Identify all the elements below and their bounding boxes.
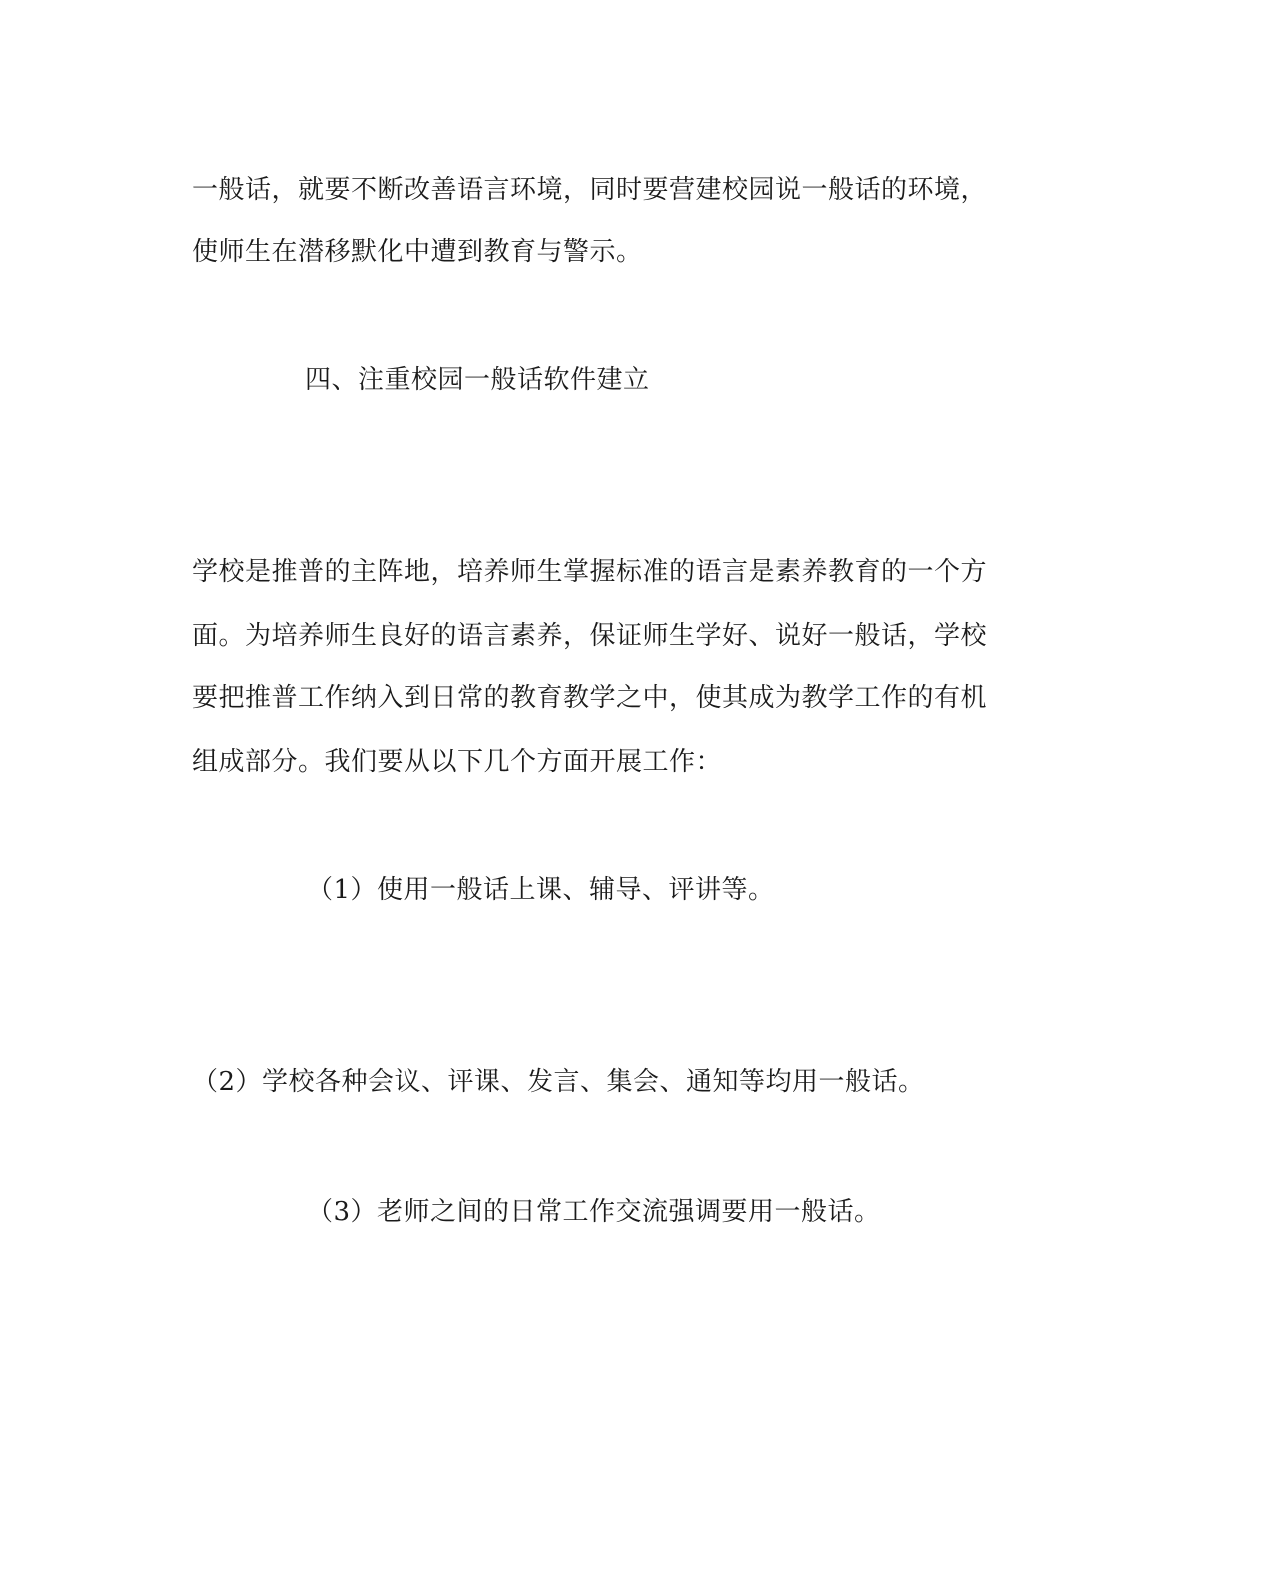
- paragraph-line: 使师生在潜移默化中遭到教育与警示。: [192, 237, 643, 267]
- section-heading: 四、注重校园一般话软件建立: [305, 365, 650, 395]
- list-item: （3）老师之间的日常工作交流强调要用一般话。: [307, 1197, 881, 1227]
- paragraph-line: 要把推普工作纳入到日常的教育教学之中，使其成为教学工作的有机: [192, 683, 988, 713]
- paragraph-line: 面。为培养师生良好的语言素养，保证师生学好、说好一般话，学校: [192, 621, 988, 651]
- paragraph-line: 学校是推普的主阵地，培养师生掌握标准的语言是素养教育的一个方: [192, 557, 988, 587]
- paragraph-line: 一般话，就要不断改善语言环境，同时要营建校园说一般话的环境，: [192, 175, 988, 205]
- list-item: （2）学校各种会议、评课、发言、集会、通知等均用一般话。: [192, 1067, 925, 1097]
- paragraph-line: 组成部分。我们要从以下几个方面开展工作：: [192, 747, 723, 777]
- list-item: （1）使用一般话上课、辅导、评讲等。: [307, 875, 775, 905]
